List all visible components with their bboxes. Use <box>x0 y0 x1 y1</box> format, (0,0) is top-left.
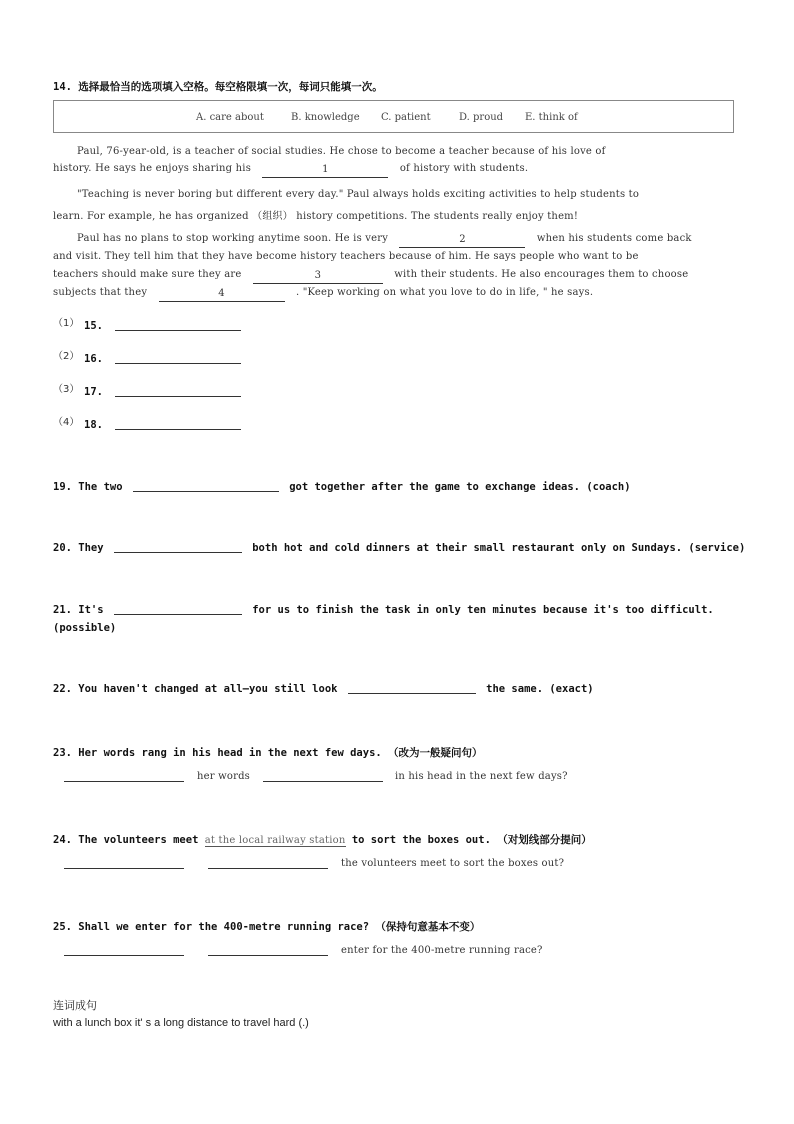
blank-19[interactable] <box>133 481 279 492</box>
answer-line-16[interactable] <box>115 363 241 364</box>
answer-index: （1） <box>53 318 80 329</box>
passage-line: subjects that they 4 . "Keep working on what you love to do in life, " he says. <box>53 287 593 302</box>
question-21-hint: (possible) <box>53 622 117 634</box>
question-25-end: enter for the 400-metre running race? <box>341 945 543 956</box>
passage-line: teachers should make sure they are 3 with their students. He also encourages them to choose <box>53 269 688 284</box>
answer-number: 15. <box>84 320 103 332</box>
blank-3[interactable]: 3 <box>253 271 383 284</box>
blank-22[interactable] <box>348 683 476 694</box>
passage-line: Paul has no plans to stop working anytime soon. He is very 2 when his students come back <box>77 233 692 248</box>
question-24-end: the volunteers meet to sort the boxes out? <box>341 858 565 869</box>
question-24-title: 24. The volunteers meet at the local railway station to sort the boxes out. （对划线部分提问） <box>53 834 592 846</box>
question-14-title: 14. 选择最恰当的选项填入空格。每空格限填一次，每词只能填一次。 <box>53 81 383 93</box>
blank-2[interactable]: 2 <box>399 235 525 248</box>
answer-number: 16. <box>84 353 103 365</box>
blank-24b[interactable] <box>208 868 328 869</box>
answer-line-15[interactable] <box>115 330 241 331</box>
question-25-title: 25. Shall we enter for the 400-metre running race? （保持句意基本不变） <box>53 921 481 933</box>
question-23-end: in his head in the next few days? <box>395 771 568 782</box>
blank-4[interactable]: 4 <box>159 289 285 302</box>
passage-line: "Teaching is never boring but different every day." Paul always holds exciting activities to help students to <box>77 189 640 200</box>
underlined-phrase: at the local railway station <box>204 835 346 846</box>
question-22: 22. You haven't changed at all—you still look the same. (exact) <box>53 683 594 695</box>
question-19: 19. The two got together after the game to exchange ideas. (coach) <box>53 481 631 493</box>
answer-index: （4） <box>53 417 80 428</box>
option-d: D. proud <box>459 112 504 123</box>
answer-line-17[interactable] <box>115 396 241 397</box>
blank-23b[interactable] <box>263 781 383 782</box>
blank-25b[interactable] <box>208 955 328 956</box>
answer-number: 17. <box>84 386 103 398</box>
section-heading: 连词成句 <box>53 999 97 1012</box>
blank-24a[interactable] <box>64 868 184 869</box>
passage-line: and visit. They tell him that they have become history teachers because of him. He says people who want to be <box>53 251 639 262</box>
blank-21[interactable] <box>114 604 242 615</box>
blank-23a[interactable] <box>64 781 184 782</box>
answer-index: （2） <box>53 351 80 362</box>
answer-line-18[interactable] <box>115 429 241 430</box>
option-b: B. knowledge <box>291 112 360 123</box>
word-order-prompt: with a lunch box it' s a long distance to travel hard (.) <box>53 1017 309 1029</box>
question-23-mid: her words <box>197 771 251 782</box>
option-e: E. think of <box>525 112 578 123</box>
blank-25a[interactable] <box>64 955 184 956</box>
passage-line: history. He says he enjoys sharing his 1 of history with students. <box>53 163 528 178</box>
passage-line: Paul, 76-year-old, is a teacher of social studies. He chose to become a teacher because of his love of <box>77 146 606 157</box>
question-21: 21. It's for us to finish the task in only ten minutes because it's too difficult. <box>53 604 714 616</box>
option-c: C. patient <box>381 112 431 123</box>
question-23-title: 23. Her words rang in his head in the next few days. （改为一般疑问句） <box>53 747 483 759</box>
passage-line: learn. For example, he has organized （组织） history competitions. The students really enjoy them! <box>53 211 579 222</box>
blank-20[interactable] <box>114 542 242 553</box>
answer-number: 18. <box>84 419 103 431</box>
question-20: 20. They both hot and cold dinners at their small restaurant only on Sundays. (service) <box>53 542 746 554</box>
option-a: A. care about <box>196 112 264 123</box>
answer-index: （3） <box>53 384 80 395</box>
blank-1[interactable]: 1 <box>262 165 388 178</box>
